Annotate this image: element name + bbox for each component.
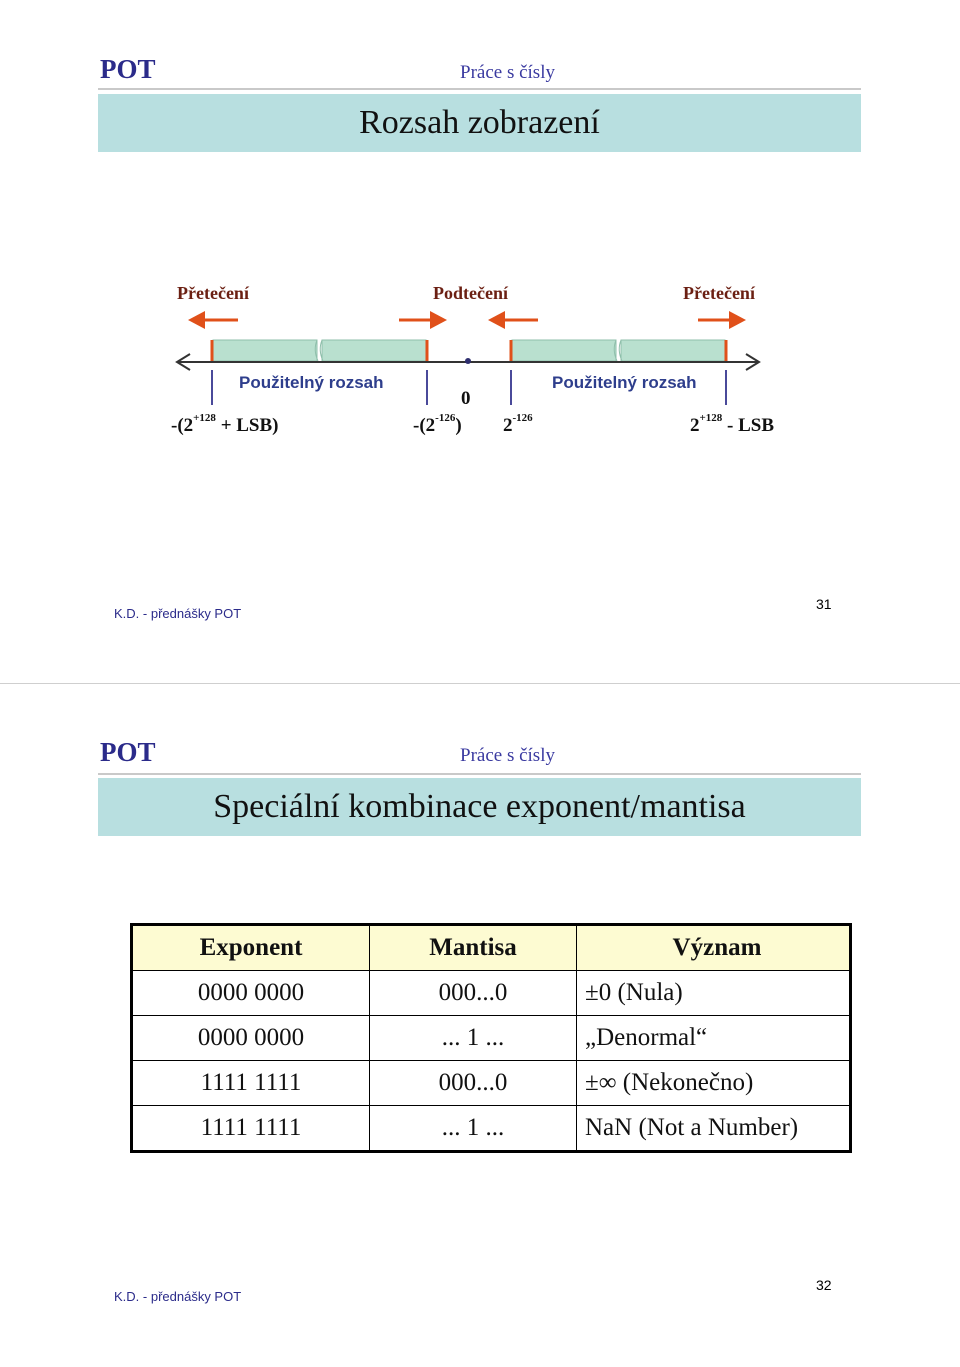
cell-meaning: ±∞ (Nekonečno) <box>577 1061 851 1106</box>
cell-mantisa: ... 1 ... <box>370 1016 577 1061</box>
usable-range-left-label: Použitelný rozsah <box>239 373 384 392</box>
cell-exponent: 0000 0000 <box>132 971 370 1016</box>
brand-label: POT <box>100 737 156 767</box>
cell-exponent: 1111 1111 <box>132 1106 370 1152</box>
table-row <box>132 1016 851 1061</box>
page-number: 32 <box>816 1277 832 1293</box>
brand-label: POT <box>100 54 156 84</box>
neg-max-bound: $-(2^{+128} + LSB)$ <box>171 412 279 436</box>
number-line-svg <box>0 0 960 683</box>
col-header-meaning: Význam <box>577 925 851 971</box>
section-subtitle: Práce s čísly <box>460 62 555 83</box>
cell-mantisa: 000...0 <box>370 971 577 1016</box>
cell-exponent: 0000 0000 <box>132 1016 370 1061</box>
slide-32 <box>0 683 960 1367</box>
usable-range-right-label: Použitelný rozsah <box>552 373 697 392</box>
slide-31 <box>0 0 960 683</box>
page-number: 31 <box>816 596 832 612</box>
cell-meaning: NaN (Not a Number) <box>577 1106 851 1152</box>
cell-exponent: 1111 1111 <box>132 1061 370 1106</box>
cell-mantisa: ... 1 ... <box>370 1106 577 1152</box>
slide-footer: K.D. - přednášky POT <box>114 606 242 621</box>
range-diagram <box>0 0 960 683</box>
table-row <box>132 1106 851 1152</box>
underflow-right-arrow <box>399 311 447 329</box>
underflow-left-arrow <box>488 311 538 329</box>
slide-title: Rozsah zobrazení <box>359 104 600 141</box>
col-header-exponent: Exponent <box>132 925 370 971</box>
slide-footer: K.D. - přednášky POT <box>114 1289 242 1304</box>
cell-meaning: ±0 (Nula) <box>577 971 851 1016</box>
table-header-row <box>132 925 851 971</box>
zero-label: 0 <box>461 388 471 409</box>
table-row <box>132 971 851 1016</box>
overflow-right-arrow <box>698 311 746 329</box>
overflow-left-arrow <box>188 311 238 329</box>
neg-min-bound: $-(2^{-126})$ <box>413 412 462 436</box>
section-subtitle: Práce s čísly <box>460 745 555 766</box>
pos-min-bound: $2^{-126}$ <box>503 412 533 436</box>
cell-meaning: „Denormal“ <box>577 1016 851 1061</box>
overflow-left-label: Přetečení <box>177 283 249 303</box>
header-divider <box>98 773 861 775</box>
slide-title-band <box>98 778 861 836</box>
range-bar-left <box>213 340 426 361</box>
pos-max-bound: $2^{+128}$ - LSB <box>690 412 775 436</box>
cell-mantisa: 000...0 <box>370 1061 577 1106</box>
col-header-mantisa: Mantisa <box>370 925 577 971</box>
special-combinations-table <box>130 923 852 1153</box>
range-bar-right <box>512 340 725 361</box>
slide-title: Speciální kombinace exponent/mantisa <box>213 788 746 825</box>
underflow-label: Podtečení <box>433 283 508 303</box>
overflow-right-label: Přetečení <box>683 283 755 303</box>
table-row <box>132 1061 851 1106</box>
